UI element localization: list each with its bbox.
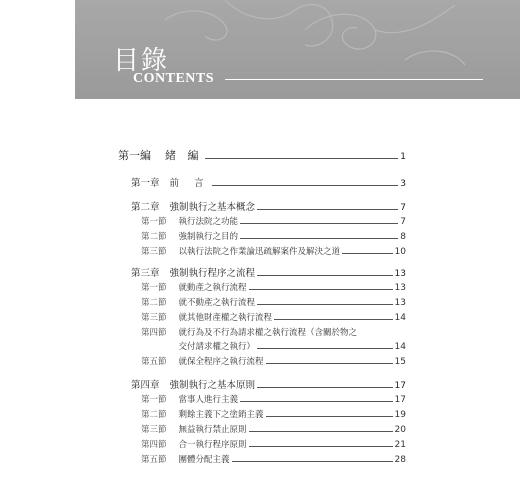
toc-section-entry[interactable] [141, 298, 406, 309]
toc-section-entry[interactable] [141, 232, 406, 243]
part-number: 第一編 [118, 149, 151, 162]
section-title: 強制執行之目的 [178, 232, 239, 242]
toc-section-entry[interactable] [141, 217, 406, 228]
leader-line [212, 185, 399, 186]
section-title-continued: 交付請求權之執行） [178, 342, 256, 352]
leader-line [240, 223, 398, 224]
page-number: 7 [400, 217, 406, 227]
page-number: 7 [400, 203, 406, 213]
leader-line [240, 401, 393, 402]
page-number: 8 [400, 232, 406, 242]
chapter-title: 強制執行之基本概念 [169, 202, 256, 213]
part-title: 緒 編 [165, 149, 203, 162]
toc-chapter-entry[interactable] [131, 380, 406, 392]
section-title: 剩餘主義下之塗銷主義 [178, 410, 264, 420]
toc-section-entry[interactable] [141, 247, 406, 258]
chapter-number: 第一章 [131, 178, 160, 189]
page-number: 15 [394, 357, 406, 367]
section-number: 第一節 [141, 395, 167, 405]
page-title: 目錄 [113, 46, 170, 76]
leader-line [342, 253, 393, 254]
toc-chapter-entry[interactable] [131, 202, 406, 214]
chapter-title: 強制執行之基本原則 [169, 380, 256, 391]
leader-line [274, 319, 393, 320]
leader-line [249, 431, 393, 432]
toc-section-entry[interactable] [141, 313, 406, 324]
section-number: 第四節 [141, 328, 167, 338]
toc-chapter-entry[interactable] [131, 268, 406, 280]
leader-line [257, 348, 393, 349]
toc-section-entry[interactable] [141, 440, 406, 451]
leader-line [257, 304, 393, 305]
toc-section-entry[interactable] [141, 425, 406, 436]
page-number: 21 [394, 440, 406, 450]
leader-line [257, 275, 393, 276]
section-number: 第一節 [141, 217, 167, 227]
section-title: 就保全程序之執行流程 [178, 357, 264, 367]
page-subtitle: CONTENTS [133, 71, 215, 86]
section-title: 無益執行禁止原則 [178, 425, 247, 435]
chapter-number: 第二章 [131, 202, 160, 213]
page-number: 13 [394, 283, 406, 293]
section-title: 執行法院之功能 [178, 217, 239, 227]
leader-line [205, 158, 399, 159]
page-number: 10 [394, 247, 406, 257]
section-title: 以執行法院之作業論迅疏解案件及解決之道 [178, 247, 341, 257]
chapter-number: 第三章 [131, 268, 160, 279]
toc-section-entry[interactable] [141, 328, 406, 339]
section-title: 當事人進行主義 [178, 395, 239, 405]
page-number: 14 [394, 313, 406, 323]
page-number: 13 [394, 269, 406, 279]
section-number: 第三節 [141, 247, 167, 257]
section-number: 第二節 [141, 298, 167, 308]
page-number: 3 [400, 179, 406, 189]
section-title: 就不動產之執行流程 [178, 298, 256, 308]
section-title: 團體分配主義 [178, 455, 230, 465]
section-number: 第三節 [141, 425, 167, 435]
page-number: 19 [394, 410, 406, 420]
section-number: 第四節 [141, 440, 167, 450]
toc-chapter-entry[interactable] [131, 178, 406, 190]
toc-section-entry[interactable] [141, 395, 406, 406]
leader-line [266, 416, 393, 417]
leader-line [249, 446, 393, 447]
toc-part-entry[interactable] [118, 150, 406, 163]
leader-line [232, 461, 393, 462]
toc-section-entry[interactable] [141, 283, 406, 294]
chapter-number: 第四章 [131, 380, 160, 391]
section-number: 第二節 [141, 410, 167, 420]
section-number: 第五節 [141, 455, 167, 465]
leader-line [257, 387, 393, 388]
section-number: 第五節 [141, 357, 167, 367]
page-number: 17 [394, 395, 406, 405]
page-number: 1 [400, 152, 406, 162]
section-title: 就其他財產權之執行流程 [178, 313, 273, 323]
section-title: 合一執行程序原則 [178, 440, 247, 450]
toc-section-entry[interactable] [141, 455, 406, 466]
section-number: 第一節 [141, 283, 167, 293]
chapter-title: 前 言 [169, 178, 210, 189]
toc-section-entry-continued[interactable] [141, 342, 406, 353]
leader-line [249, 289, 393, 290]
page-number: 14 [394, 342, 406, 352]
leader-line [240, 238, 398, 239]
leader-line [257, 209, 398, 210]
page-number: 20 [394, 425, 406, 435]
toc-section-entry[interactable] [141, 410, 406, 421]
page-number: 17 [394, 381, 406, 391]
section-number: 第三節 [141, 313, 167, 323]
section-title: 就動產之執行流程 [178, 283, 247, 293]
section-number: 第二節 [141, 232, 167, 242]
page-number: 13 [394, 298, 406, 308]
toc-section-entry[interactable] [141, 357, 406, 368]
page-number: 28 [394, 455, 406, 465]
chapter-title: 強制執行程序之流程 [169, 268, 256, 279]
section-title: 就行為及不行為請求權之執行流程（含關於物之 [178, 328, 358, 338]
leader-line [266, 363, 393, 364]
